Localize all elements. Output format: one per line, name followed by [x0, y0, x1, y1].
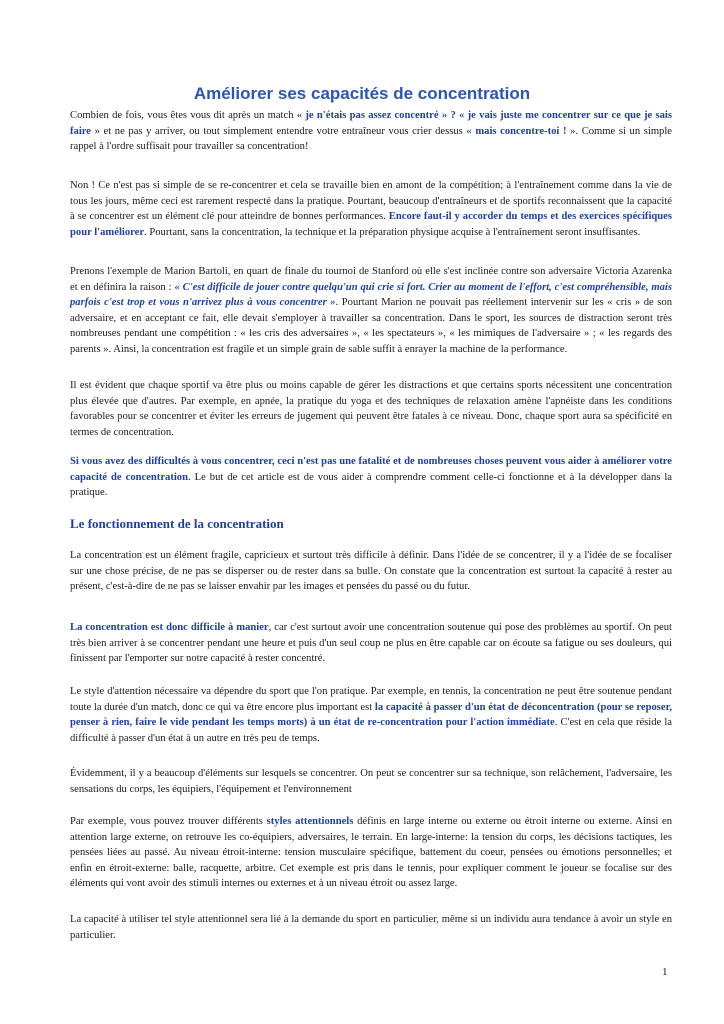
highlighted-text: la capacité à passer d'un état de déconcentration (pour se reposer, penser à rien, faire le vide pendant les temps morts) à un état de re-concentration pour l'action immédiate	[70, 701, 672, 729]
highlighted-text: La concentration est donc difficile à manier	[70, 622, 269, 633]
paragraph-difficulties	[70, 454, 672, 501]
paragraph-elements: Évidemment, il y a beaucoup d'éléments sur lesquels se concentrer. On peut se concentrer sur sa technique, son relâchement, l'adversaire, les sensations du corps, les équipiers, l'équipement et l'environnement	[70, 768, 672, 795]
highlighted-text: Si vous avez des difficultés à vous concentrer, ceci n'est pas une fatalité et de nombreuses choses peuvent vous aider à améliorer votre capacité de concentration	[70, 456, 672, 483]
paragraph-bartoli	[70, 264, 672, 358]
text-run: définis en large interne ou externe ou étroit interne ou externe. Ainsi en attention large externe, on retrouve les co-équipiers, adversaires, le terrain. En large-interne: la tension du corps, les décisions tactiques, les pensées liées au passé. Au niveau étroit-interne: tension musculaire spécifique, battement du coeur, pensées ou émotions personnelles; et enfin en étroit-externe: balle, racquette, arbitre. Cet exemple est pris dans le tennis, pour expliquer comment le joueur se focalise sur des éléments qui vont avoir des stimuli internes ou externes et à un niveau étroit ou assez large.	[70, 816, 672, 890]
text-run: . Pourtant, sans la concentration, la technique et la préparation physique acquise à l'entraînement seront insuffisantes.	[144, 226, 641, 238]
highlighted-quote: je n'étais pas assez concentré » ? « je vais juste me concentrer sur ce que je sais faire	[70, 110, 673, 137]
text-run: ». Comme si un simple rappel à l'ordre suffisait pour travailler sa concentration!	[70, 125, 672, 153]
paragraph-capacite: La capacité à utiliser tel style attentionnel sera lié à la demande du sport en particulier, même si un individu aura tendance à avoir un style en particulier.	[70, 914, 672, 941]
paragraph-difficile	[70, 620, 672, 667]
highlighted-text: Encore faut-il y accorder du temps et des exercices spécifiques pour l'améliorer	[70, 211, 673, 238]
text-run: . Le but de cet article est de vous aider à comprendre comment celle-ci fonctionne et à la développer dans la pratique.	[70, 471, 673, 499]
text-run: » et ne pas y arriver, ou tout simplement entendre votre entraîneur vous crier dessus «	[90, 125, 476, 137]
paragraph-distractions: Il est évident que chaque sportif va être plus ou moins capable de gérer les distractions et que certains sports nécessitent une concentration plus élevée que d'autres. Par exemple, en apnée, la pratique du yoga et des techniques de relaxation amène l'apnéiste dans les conditions favorables pour se concentrer et éviter les erreurs de jugement qui peuvent être fatales à ce niveau. Donc, chaque sport aura sa spécificité en termes de concentration.	[70, 380, 672, 438]
paragraph-styles-attentionnels	[70, 814, 672, 892]
text-run: , car c'est surtout avoir une concentration soutenue qui pose des problèmes au sportif. On peut très bien arriver à se concentrer pendant une heure et puis d'un seul coup ne plus en être capable car on écoute sa fatigue ou ses douleurs, qui finissent par l'emporter sur notre capacité à rester concentré.	[70, 622, 672, 665]
paragraph-non	[70, 178, 672, 240]
paragraph-definition: La concentration est un élément fragile, capricieux et surtout très difficile à définir. Dans l'idée de se concentrer, il y a l'idée de se focaliser sur une chose précise, de ne pas se disperser ou de rester dans sa bulle. On constate que la concentration est surtout la capacité à rester au présent, c'est-à-dire de ne pas se laisser envahir par les images et pensées du passé ou du futur.	[70, 550, 672, 593]
text-run: Non ! Ce n'est pas si simple de se re-concentrer et cela se travaille bien en amont de la compétition; à l'entraînement comme dans la vie de tous les jours, même ceci est rarement respecté dans la pratique. Pourtant, beaucoup d'entraîneurs et de sportifs reconnaissent que la capacité à se concentrer est un élément clé pour atteindre de bonnes performances.	[70, 180, 672, 223]
text-run: Prenons l'exemple de Marion Bartoli, en quart de finale du tournoi de Stanford où elle s'est inclinée contre son adversaire Victoria Azarenka et en définira la raison :	[70, 266, 672, 293]
highlighted-quote: mais concentre-toi !	[475, 125, 567, 137]
paragraph-style	[70, 684, 672, 746]
text-run: Combien de fois, vous êtes vous dit après un match «	[70, 110, 306, 121]
text-run: Le style d'attention nécessaire va dépendre du sport que l'on pratique. Par exemple, en tennis, la concentration ne peut être soutenue pendant toute la durée d'un match, donc ce qui va être encore plus important est	[70, 686, 672, 713]
document-title: Améliorer ses capacités de concentration	[193, 84, 531, 103]
text-run: . Pourtant Marion ne pouvait pas réellement intervenir sur les « cris » de son adversaire, et en acceptant ce fait, elle devait s'employer à travailler sa concentration. Dans le sport, les sources de distraction seront très nombreuses pendant une compétition : « les cris des adversaires », « les spectateurs », « les mimiques de l'adversaire » ; « les regards des parents ». Ainsi, la concentration est fragile et un simple grain de sable suffit à enrayer la machine de la performance.	[70, 297, 672, 355]
text-run: . C'est en cela que réside la difficulté à passer d'un état à un autre en très peu de temps.	[70, 717, 672, 744]
section-heading: Le fonctionnement de la concentration	[70, 516, 284, 531]
paragraph-intro	[70, 108, 672, 155]
text-run: Par exemple, vous pouvez trouver différents	[70, 816, 267, 827]
highlighted-quote: « C'est difficile de jouer contre quelqu'un qui crie si fort. Crier au moment de l'effort, c'est compréhensible, mais parfois c'est trop et vous n'arrivez plus à vous concentrer »	[70, 281, 672, 309]
highlighted-text: styles attentionnels	[266, 816, 354, 827]
page-number: 1	[662, 966, 668, 978]
